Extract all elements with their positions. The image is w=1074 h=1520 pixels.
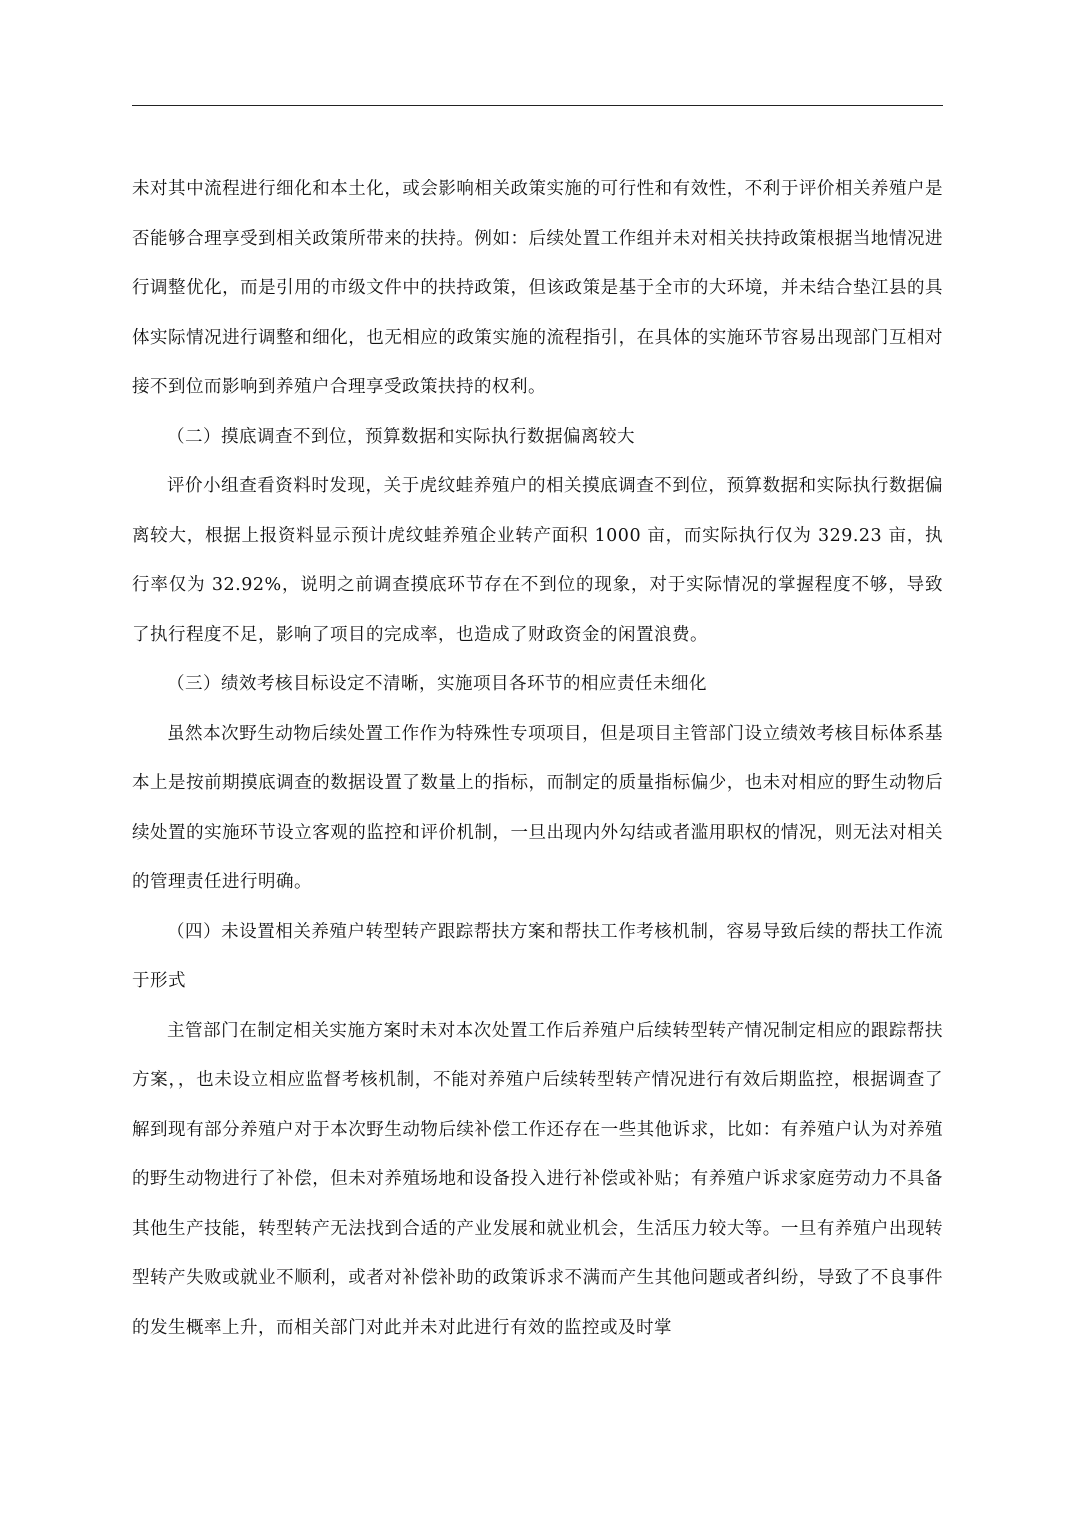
paragraph-follow-up-support: 主管部门在制定相关实施方案时未对本次处置工作后养殖户后续转型转产情况制定相应的跟踪帮扶方案，，也未设立相应监督考核机制，不能对养殖户后续转型转产情况进行有效后期监控，根据调查了解到现有部分养殖户对于本次野生动物后续补偿工作还存在一些其他诉求，比如：有养殖户认为对养殖的野生动物进行了补偿，但未对养殖场地和设备投入进行补偿或补贴；有养殖户诉求家庭劳动力不具备其他生产技能，转型转产无法找到合适的产业发展和就业机会，生活压力较大等。一旦有养殖户出现转型转产失败或就业不顺利，或者对补偿补助的政策诉求不满而产生其他问题或者纠纷，导致了不良事件的发生概率上升，而相关部门对此并未对此进行有效的监控或及时掌	[132, 1020, 943, 1338]
section-heading-2: （二）摸底调查不到位，预算数据和实际执行数据偏离较大	[167, 426, 635, 447]
paragraph-performance-targets: 虽然本次野生动物后续处置工作作为特殊性专项项目，但是项目主管部门设立绩效考核目标体系基本上是按前期摸底调查的数据设置了数量上的指标，而制定的质量指标偏少，也未对相应的野生动物后续处置的实施环节设立客观的监控和评价机制，一旦出现内外勾结或者滥用职权的情况，则无法对相关的管理责任进行明确。	[132, 723, 943, 892]
section-heading-4: （四）未设置相关养殖户转型转产跟踪帮扶方案和帮扶工作考核机制，容易导致后续的帮扶工作流于形式	[132, 921, 943, 991]
section-heading-3: （三）绩效考核目标设定不清晰，实施项目各环节的相应责任未细化	[167, 674, 707, 694]
document-body	[132, 165, 943, 1353]
paragraph-continuation: 未对其中流程进行细化和本土化，或会影响相关政策实施的可行性和有效性，不利于评价相关养殖户是否能够合理享受到相关政策所带来的扶持。例如：后续处置工作组并未对相关扶持政策根据当地情况进行调整优化，而是引用的市级文件中的扶持政策，但该政策是基于全市的大环境，并未结合垫江县的具体实际情况进行调整和细化，也无相应的政策实施的流程指引，在具体的实施环节容易出现部门互相对接不到位而影响到养殖户合理享受政策扶持的权利。	[132, 179, 943, 397]
header-rule	[132, 105, 943, 106]
paragraph-survey-findings: 评价小组查看资料时发现，关于虎纹蛙养殖户的相关摸底调查不到位，预算数据和实际执行数据偏离较大，根据上报资料显示预计虎纹蛙养殖企业转产面积 1000 亩，而实际执行仅为 329.23 亩，执行率仅为 32.92%，说明之前调查摸底环节存在不到位的现象，对于实际情况的掌握程度不够，导致了执行程度不足，影响了项目的完成率，也造成了财政资金的闲置浪费。	[132, 476, 943, 645]
